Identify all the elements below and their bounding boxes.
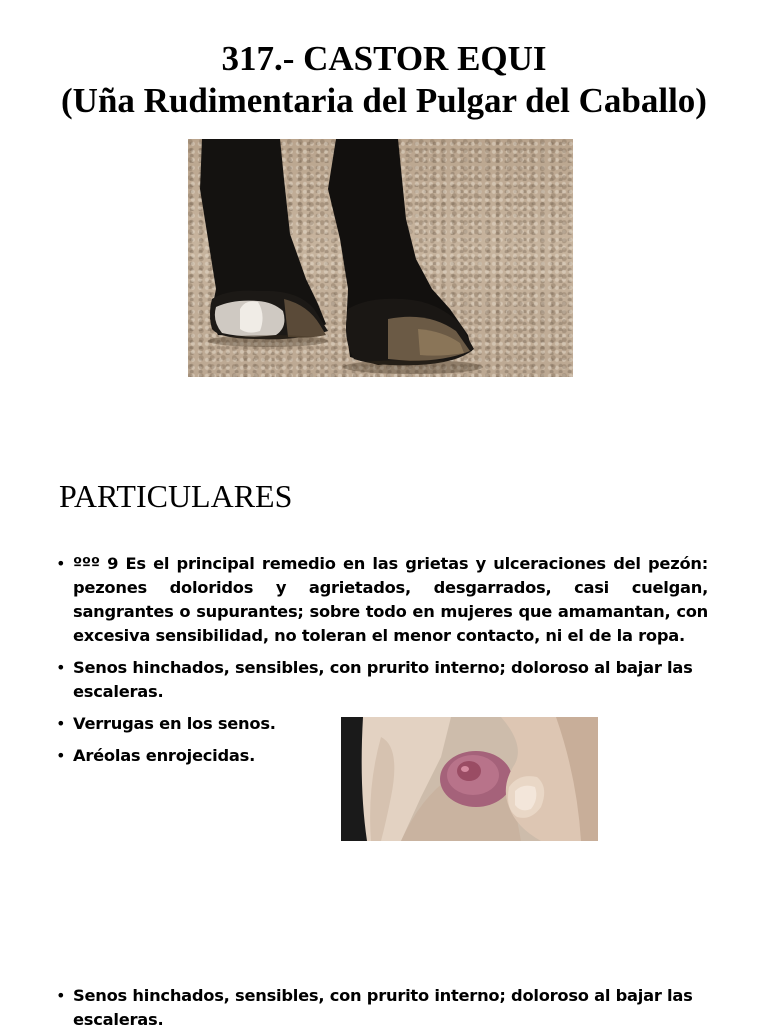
nipple-photo xyxy=(341,717,598,841)
list-item: • Senos hinchados, sensibles, con prurito interno; doloroso al bajar las escaleras. xyxy=(56,656,708,704)
section-heading: PARTICULARES xyxy=(59,478,293,514)
page-subtitle: (Uña Rudimentaria del Pulgar del Caballo) xyxy=(61,81,707,120)
horse-hooves-photo xyxy=(188,139,573,377)
list-item: • Verrugas en los senos. xyxy=(56,712,708,736)
list-item: • Aréolas enrojecidas. xyxy=(56,744,708,768)
nipple-illustration xyxy=(341,717,598,841)
page-title: 317.- CASTOR EQUI xyxy=(221,39,547,78)
list-item: • Senos hinchados, sensibles, con prurito interno; doloroso al bajar las escaleras. xyxy=(56,984,708,1032)
horse-hooves-illustration xyxy=(188,139,573,377)
repeated-symptom-list xyxy=(56,984,708,1032)
list-item: • ººº 9 Es el principal remedio en las grietas y ulceraciones del pezón: pezones doloridos y agrietados, desgarrados, casi cuelgan, sangrantes o supurantes; sobre todo en mujeres que amamantan, con excesiva sensibilidad, no toleran el menor contacto, ni el de la ropa. xyxy=(56,552,708,648)
